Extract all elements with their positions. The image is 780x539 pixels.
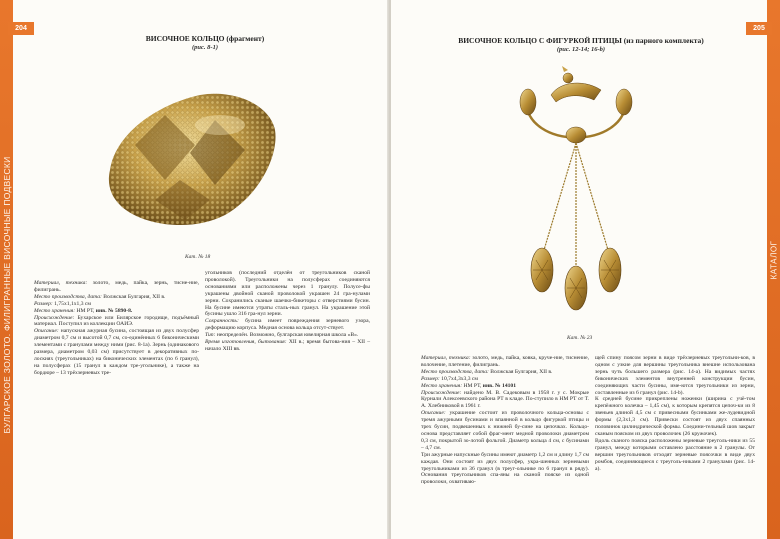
page-number-right: 205 [746,22,772,35]
gold-temple-ring-with-bird-image [506,60,646,325]
left-item-title: ВИСОЧНОЕ КОЛЬЦО (фрагмент) [145,34,265,43]
right-side-band [767,0,780,539]
left-page [0,0,389,539]
right-page [391,0,780,539]
right-running-title: КАТАЛОГ [769,240,778,280]
right-item-title: ВИСОЧНОЕ КОЛЬЦО С ФИГУРКОЙ ПТИЦЫ (из парного комплекта) [458,36,704,45]
gold-filigree-ring-fragment-image [95,75,285,235]
left-text-column-2: угольников (последний отделён от треугольников сканой проволокой). Треугольники на полусферах соединяются основаниями или расположены через 1 гранулу. Полусе-фы украшены двойной сканой проволокой украшен 24 гра-нулами зерни. Сохранились сканые шаечко-бикеторы с отверстиями бусин. На бусине имеются утраты сталь-ных гранул. На украшение этой бусины ушло 316 гра-нул зерни. Сохранность: бусина имеет повреждения зерневого узора, деформацию корпуса. Медная основа кольца отсут-ствует. Тип: неопределён. Возможно, булгарская ювелирная школа «В». Время изготовления, бытования: XII в.; время бытова-ния – XII – начало XIII вв. [205,270,370,352]
left-text-column-1: Материал, техника: золото, медь, пайка, зернь, тисне-ние, филигрань. Место производства, дата: Волжская Булгария, XII в. Размер: 1,75х1,1х1,3 см Место хранения: НМ РТ, инв. № 5890-8. Происхождение: Бухарское или Билярское городище, подъёмный материал. Поступил из коллекции ОАИЭ. Описание: напускная ажурная бусина, состоящая из двух полусфер диаметром 0,7 см и высотой 0,7 см, со-единённых 6 биконическими элементами с гранулами между ними (рис. 8-1а). Зернь (одинакового размера, диаметром 0,03 см) присутствует в декоративных по-лоскиях (треугольниках) на биконических элементах (по 6 гранул), на полусферах (15 гранул в каждом тре-угольнике), а также на бордюре – 13 трёхзерневых тре- [34,280,199,376]
left-item-figure-ref: (рис. 8-1) [192,44,218,51]
left-side-band [0,0,13,539]
right-item-figure-ref: (рис. 12-14; 16-b) [556,46,606,53]
page-number-left: 204 [8,22,34,35]
left-running-title: БУЛГАРСКОЕ ЗОЛОТО. ФИЛИГРАННЫЕ ВИСОЧНЫЕ ПОДВЕСКИ [1,156,12,434]
right-photo-caption: Кат. № 23 [567,335,593,341]
right-text-column-1: Материал, техника: золото, медь, пайка, ковка, круче-ние, тиснение, волочение, плетение, филигрань. Место производства, дата: Волжская Булгария, XII в. Размер: 10,7х4,3х3,3 см Место хранения: НМ РТ, инв. № 14101 Происхождение: найдено М. В. Садековым в 1958 г. у с. Мокрые Курнали Алексеевского района РТ в кладе. По-ступило в НМ РТ от Т. А. Хлебниковой в 1961 г. Описание: украшение состоит из проволочного кольца-основы с тремя ажурными бусинами и впаянной в кольцо фигуркой птицы и трех бусин, подвешенных к нижней бу-сине на цепочках. Кольцо-основа представляет собой фраг-мент медной проволоки диаметром 0,3 см, покрытой зо-лотой фольгой. Диаметр кольца 4 см, с бусинами – 4,7 см. Три ажурные напускные бусины имеют диаметр 1,2 см и длину 1,7 см каждая. Они состоят из двух полусфер, укра-шенных зерневыми треугольниками из 36 гранул (в треуг-ольнике по 6 гранул в ряду). Основания треугольников спа-яны на сканой пояске из одной проволоки, охвативаю- [421,355,590,486]
left-photo-caption: Кат. № 18 [185,254,211,260]
right-text-column-2: щей спину поясом зерни в виде трёхзерневых треугольни-ков, в одном с узкие для вершины треугольника внешне использована зернь чуть большего размера (рис. 14-а). На видимых частях биконических элементов внутренней конструкции бусин, соединяющих части бусины, име-ются треугольники из зерни, составленные из 6 гранул (рис. 14-b). К средней бусине прикреплены ноженки (ширина с учё-том крепёжного колечка – 1,45 см), к которым крепятся цепоч-ки из 8 звеньев длиной 4,5 см с привесными бусинками же-лудевидной формы (2,3х1,3 см). Привески состоят из двух спаянных половинок цилиндрической формы. Соедини-тельный шов закрыт сканым пояском из двух проволочек (26 кружочек). Вдоль сканого пояска расположены зерневые треуголь-ники из 55 гранул, между которыми оставлено расстояние в 2 гранулы. От вершин треугольников отходят зерневые поясочки в виде двух ромбов, соединяющиеся с треуголь-никами 2 гранулами (рис. 14-а). [595,355,755,472]
